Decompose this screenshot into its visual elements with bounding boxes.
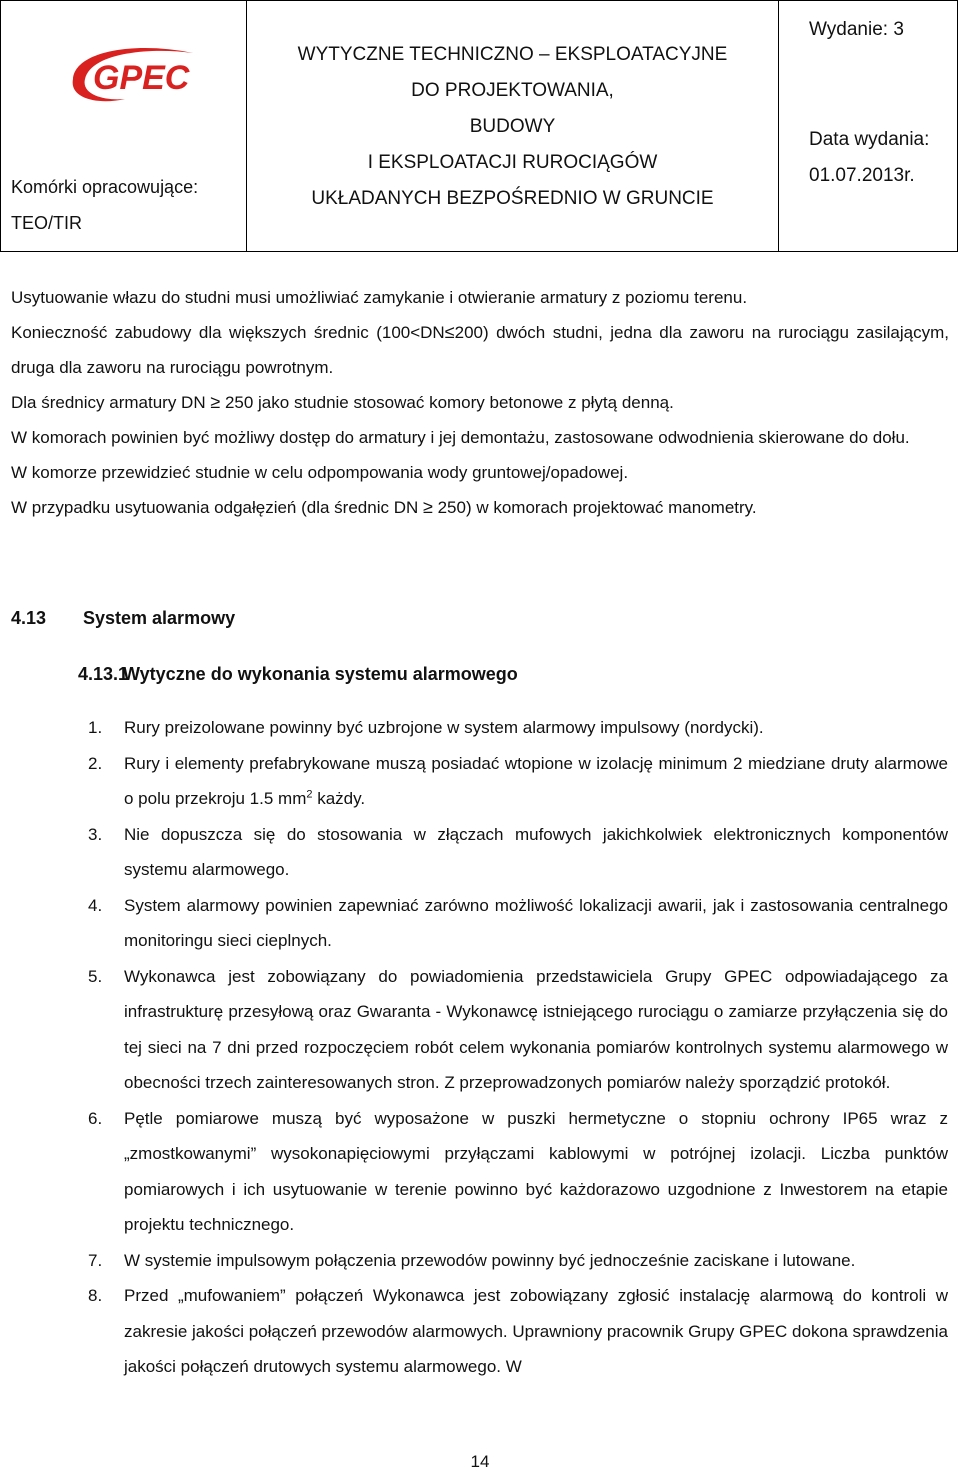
list-text: System alarmowy powinien zapewniać zarówno możliwość lokalizacji awarii, jak i zastosowania centralnego monitoringu sieci cieplnych. [124,895,948,950]
list-number: 3. [88,824,103,844]
list-text: Wykonawca jest zobowiązany do powiadomienia przedstawiciela Grupy GPEC odpowiadającego za infrastrukturę przesyłową oraz Gwaranta - Wykonawcę istniejącego rurociągu o zamiarze przyłączenia się do tej sieci na 7 dni przed rozpoczęciem robót celem wykonania pomiarów kontrolnych systemu alarmowego w obecności trzech zainteresowanych stron. Z przeprowadzonych pomiarów należy sporządzić protokół. [124,966,948,1092]
list-item [78,1101,948,1243]
subsection-heading [78,664,518,685]
section-heading [11,608,235,629]
section-number: 4.13 [11,608,47,628]
list-item [78,1243,948,1279]
list-item [78,746,948,817]
page-number: 14 [470,1452,490,1471]
ge-symbol: ≥ [210,392,221,412]
list-text: Pętle pomiarowe muszą być wyposażone w puszki hermetyczne o stopniu ochrony IP65 wraz z „zmostkowanymi” wysokonapięciowymi przyłączami kablowymi w potrójnej izolacji. Liczba punktów pomiarowych i ich usytuowanie w terenie powinno być każdorazowo uzgodnione z Inwestorem na etapie projektu technicznego. [124,1108,948,1234]
paragraph: Dla średnicy armatury DN ≥ 250 jako studnie stosować komory betonowe z płytą denną. [11,392,674,412]
title-line: UKŁADANYCH BEZPOŚREDNIO W GRUNCIE [311,188,714,209]
paragraph: W komorach powinien być możliwy dostęp do armatury i jej demontażu, zastosowane odwodnienia skierowane do dołu. [11,428,910,447]
svg-text:GPEC: GPEC [93,59,190,97]
list-item [78,959,948,1101]
header-title-cell [247,1,779,251]
list-item [78,1278,948,1385]
document-header [0,0,958,252]
subsection-title: Wytyczne do wykonania systemu alarmowego [123,664,518,684]
list-text: Rury preizolowane powinny być uzbrojone w system alarmowy impulsowy (nordycki). [124,718,764,737]
ge-symbol: ≥ [422,497,433,517]
edition-label: Wydanie: 3 [809,19,904,40]
list-number: 8. [88,1286,103,1305]
section-title: System alarmowy [83,608,236,628]
date-label: Data wydania: [809,129,930,150]
gpec-logo [65,39,205,109]
title-line: WYTYCZNE TECHNICZNO – EKSPLOATACYJNE [297,44,728,65]
paragraph: Usytuowanie włazu do studni musi umożliwiać zamykanie i otwieranie armatury z poziomu terenu. [11,288,748,307]
units-label: Komórki opracowujące: [11,177,199,197]
list-number: 6. [88,1108,103,1128]
list-number: 4. [88,895,103,915]
list-number: 7. [88,1250,103,1270]
list-text: W systemie impulsowym połączenia przewodów powinny być jednocześnie zaciskane i lutowane. [124,1250,856,1270]
paragraph: Konieczność zabudowy dla większych średnic (100<DN≤200) dwóch studni, jedna dla zaworu na rurociągu zasilającym, druga dla zaworu na rurociągu powrotnym. [11,322,950,377]
list-item [78,888,948,959]
list-number: 1. [88,718,103,737]
subsection-number: 4.13.1 [78,664,129,684]
list-item [78,817,948,888]
list-number: 2. [88,753,103,773]
requirements-list [78,710,948,1385]
title-line: BUDOWY [469,116,556,137]
list-number: 5. [88,966,103,986]
list-text: Nie dopuszcza się do stosowania w złączach mufowych jakichkolwiek elektronicznych komponentów systemu alarmowego. [124,824,948,879]
header-right-cell [779,1,957,251]
title-line: I EKSPLOATACJI RUROCIĄGÓW [367,152,658,173]
units-value: TEO/TIR [11,213,82,233]
body-text [11,280,949,525]
le-symbol: ≤ [444,322,455,342]
document-title [247,37,778,217]
paragraph: W komorze przewidzieć studnie w celu odpompowania wody gruntowej/opadowej. [11,463,629,482]
date-value: 01.07.2013r. [809,165,915,186]
list-item [78,710,948,746]
paragraph: W przypadku usytuowania odgałęzień (dla średnic DN ≥ 250) w komorach projektować manometry. [11,497,757,517]
header-left-cell [1,1,247,251]
title-line: DO PROJEKTOWANIA, [411,80,614,101]
list-text: Przed „mufowaniem” połączeń Wykonawca jest zobowiązany zgłosić instalację alarmową do kontroli w zakresie jakości połączeń przewodów alarmowych. Uprawniony pracownik Grupy GPEC dokona sprawdzenia jakości połączeń drutowych systemu alarmowego. W [124,1286,948,1376]
list-text: Rury i elementy prefabrykowane muszą posiadać wtopione w izolację minimum 2 miedziane druty alarmowe o polu przekroju 1.5 $mm^2$ każdy. [124,753,948,808]
